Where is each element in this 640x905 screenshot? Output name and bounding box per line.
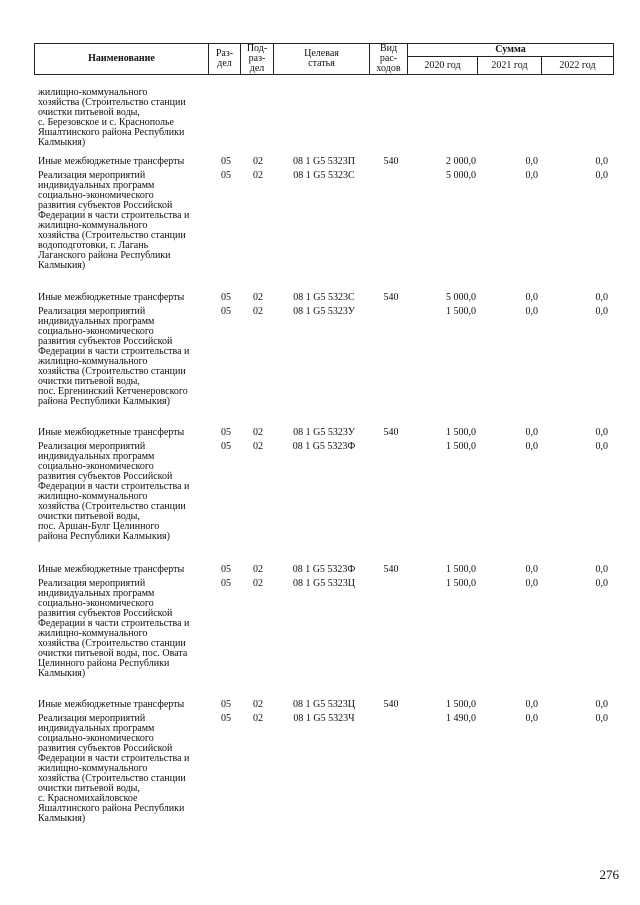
row-section: 05 <box>221 578 231 589</box>
row-subsection: 02 <box>253 156 263 167</box>
row-name: Реализация мероприятий индивидуальных программ социально-экономического развития субъектов Российской Федерации в части строительства и жилищно-коммунального хозяйства (Строительство станции очистки питьевой воды, с. Красномихайловское Яшалтинского района Республики Калмыкия) <box>38 713 190 824</box>
row-target: 08 1 G5 5323У <box>293 427 355 438</box>
row-section: 05 <box>221 170 231 181</box>
row-target: 08 1 G5 5323У <box>293 306 355 317</box>
row-y2022: 0,0 <box>595 578 608 589</box>
row-y2022: 0,0 <box>595 292 608 303</box>
row-section: 05 <box>221 699 231 710</box>
row-name: Реализация мероприятий индивидуальных программ социально-экономического развития субъектов Российской Федерации в части строительства и жилищно-коммунального хозяйства (Строительство станции очистки питьевой воды, пос. Аршан-Булг Целинного района Республики Калмыкия) <box>38 441 190 542</box>
row-name: Реализация мероприятий индивидуальных программ социально-экономического развития субъектов Российской Федерации в части строительства и жилищно-коммунального хозяйства (Строительство станции очистки питьевой воды, пос. Овата Целинного района Республики Калмыкия) <box>38 578 190 679</box>
row-name: Иные межбюджетные трансферты <box>38 156 185 167</box>
row-section: 05 <box>221 306 231 317</box>
page-number: 276 <box>599 867 619 882</box>
row-name: Реализация мероприятий индивидуальных программ социально-экономического развития субъектов Российской Федерации в части строительства и жилищно-коммунального хозяйства (Строительство станции водоподготовки, г. Лагань Лаганского района Республики Калмыкия) <box>38 170 190 271</box>
table-header <box>34 43 614 75</box>
row-type: 540 <box>383 699 399 710</box>
row-y2020: 1 500,0 <box>446 441 476 452</box>
row-subsection: 02 <box>253 170 263 181</box>
row-target: 08 1 G5 5323С <box>293 170 355 181</box>
row-subsection: 02 <box>253 713 263 724</box>
row-y2022: 0,0 <box>595 713 608 724</box>
header-name: Наименование <box>35 44 209 75</box>
row-section: 05 <box>221 564 231 575</box>
header-target: Целевая статья <box>274 44 370 75</box>
row-name: Иные межбюджетные трансферты <box>38 699 185 710</box>
row-y2021: 0,0 <box>525 170 538 181</box>
row-y2020: 1 500,0 <box>446 564 476 575</box>
header-sum: Сумма <box>408 44 614 57</box>
row-subsection: 02 <box>253 441 263 452</box>
header-section: Раз- дел <box>209 44 241 75</box>
row-y2020: 5 000,0 <box>446 170 476 181</box>
row-subsection: 02 <box>253 699 263 710</box>
header-subsection: Под- раз- дел <box>241 44 274 75</box>
row-y2022: 0,0 <box>595 441 608 452</box>
row-subsection: 02 <box>253 564 263 575</box>
row-section: 05 <box>221 292 231 303</box>
row-subsection: 02 <box>253 306 263 317</box>
row-y2022: 0,0 <box>595 156 608 167</box>
row-target: 08 1 G5 5323Ф <box>292 564 356 575</box>
row-target: 08 1 G5 5323С <box>293 292 355 303</box>
row-y2021: 0,0 <box>525 564 538 575</box>
row-y2021: 0,0 <box>525 441 538 452</box>
row-y2020: 1 500,0 <box>446 699 476 710</box>
row-target: 08 1 G5 5323Ц <box>293 699 355 710</box>
row-subsection: 02 <box>253 427 263 438</box>
row-name: Реализация мероприятий индивидуальных программ социально-экономического развития субъектов Российской Федерации в части строительства и жилищно-коммунального хозяйства (Строительство станции очистки питьевой воды, пос. Ергенинский Кетченеровского района Республики Калмыкия) <box>38 306 190 407</box>
row-subsection: 02 <box>253 578 263 589</box>
row-type: 540 <box>383 564 399 575</box>
row-y2020: 5 000,0 <box>446 292 476 303</box>
row-name: Иные межбюджетные трансферты <box>38 292 185 303</box>
row-name: жилищно-коммунального хозяйства (Строительство станции очистки питьевой воды, с. Березовское и с. Краснополье Яшалтинского района Республики Калмыкия) <box>38 87 186 148</box>
row-y2022: 0,0 <box>595 170 608 181</box>
row-section: 05 <box>221 713 231 724</box>
row-y2021: 0,0 <box>525 156 538 167</box>
row-section: 05 <box>221 427 231 438</box>
row-y2020: 1 500,0 <box>446 306 476 317</box>
row-y2021: 0,0 <box>525 713 538 724</box>
row-y2021: 0,0 <box>525 578 538 589</box>
header-expense-type: Вид рас- ходов <box>370 44 408 75</box>
row-type: 540 <box>383 427 399 438</box>
row-y2022: 0,0 <box>595 306 608 317</box>
row-y2021: 0,0 <box>525 699 538 710</box>
header-year-2021: 2021 год <box>478 57 542 75</box>
row-y2022: 0,0 <box>595 699 608 710</box>
row-target: 08 1 G5 5323Ч <box>293 713 355 724</box>
row-name: Иные межбюджетные трансферты <box>38 427 185 438</box>
row-y2021: 0,0 <box>525 292 538 303</box>
row-target: 08 1 G5 5323Ц <box>293 578 355 589</box>
row-y2020: 1 500,0 <box>446 578 476 589</box>
header-year-2020: 2020 год <box>408 57 478 75</box>
row-type: 540 <box>383 156 399 167</box>
row-section: 05 <box>221 156 231 167</box>
row-y2020: 2 000,0 <box>446 156 476 167</box>
row-subsection: 02 <box>253 292 263 303</box>
row-section: 05 <box>221 441 231 452</box>
row-y2021: 0,0 <box>525 427 538 438</box>
row-type: 540 <box>383 292 399 303</box>
row-y2021: 0,0 <box>525 306 538 317</box>
row-target: 08 1 G5 5323П <box>293 156 355 167</box>
header-year-2022: 2022 год <box>542 57 614 75</box>
row-y2020: 1 490,0 <box>446 713 476 724</box>
row-target: 08 1 G5 5323Ф <box>292 441 356 452</box>
row-name: Иные межбюджетные трансферты <box>38 564 185 575</box>
row-y2022: 0,0 <box>595 564 608 575</box>
row-y2022: 0,0 <box>595 427 608 438</box>
row-y2020: 1 500,0 <box>446 427 476 438</box>
